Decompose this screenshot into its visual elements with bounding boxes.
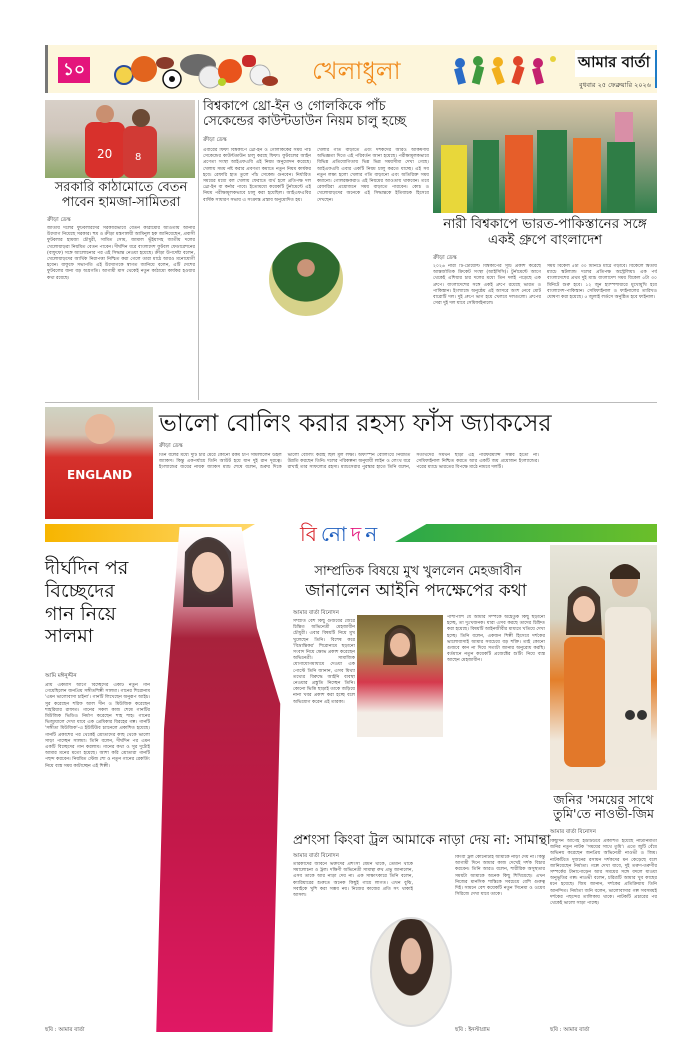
naovi-jim-byline: আমার বার্তা বিনোদন	[550, 829, 596, 835]
women-wc-body-right: সময় বিকেল ৫টা ৩০ মিনিটে মাঠে গড়াবে। বিকেলে দ্বিতীয় ম্যাচে স্কটল্যান্ড দলের প্রতিপক্ষ অস্ট্রেলিয়া। এক পর্ব বাংলাদেশের প্রথম দুই ম্যাচ বাংলাদেশ সময় বিকেল ৫টা ৩০ মিনিটে শুরু হবে। ১২ জুন হ্যাম্পশায়ারে মুখোমুখি হবে বাংলাদেশ-পাকিস্তান। সেমিফাইনাল ও ফাইনালের তারিখও ঘোষণা করা হয়েছে। ৫ জুলাই লর্ডসে অনুষ্ঠিত হবে ফাইনাল।	[547, 264, 657, 301]
entertainment-section-title	[300, 520, 381, 553]
svg-text:8: 8	[135, 152, 142, 163]
photo-england-cricketer	[45, 407, 153, 519]
photo-samanta	[370, 917, 452, 1027]
throw-in-body-right: খেলার গতি বাড়াতে এবং দর্শকদের আরও আকর্ষণীয় অভিজ্ঞতা দিতে এই পরিবর্তন আনা হয়েছে। পরীক্ষামূলকভাবে বিভিন্ন প্রতিযোগিতায় ভিন্ন ভিন্ন সময়সীমা দেখা গেছে। আইএফএবি এবার একটি নিয়ম চালু করতে যাচ্ছে। এই সব নতুন লক্ষ্য হলো খেলার গতি বাড়ানো এবং অতিরিক্ত সময় কমানো। গোলরক্ষকরাও এই নিয়মের আওতায় থাকবেন। তবে রেফারিরা প্রয়োজনে সময় বাড়াতে পারবেন। কোচ ও খেলোয়াড়দের অনেকে এই সিদ্ধান্তকে ইতিবাচক হিসেবে দেখছেন।	[317, 148, 429, 203]
column-divider	[198, 100, 199, 400]
title-letter: নো	[320, 522, 351, 546]
samanta-body-right: কিংবা ট্রল কোনোটাই আমাকে নাড়া দেয় না। কিন্তু আগামী দিনে আমার কাজ দেখেই দর্শক বিচার করবেন। তিনি আরও বলেন, শারীরিক অসুস্থতার সময়টা আমাকে অনেক কিছু শিখিয়েছে। এখন নিজের মানসিক শান্তিকে সবচেয়ে বেশি গুরুত্ব দিই। সামনে বেশ কয়েকটি নতুন সিনেমা ও ওয়েব সিরিজে দেখা যাবে তাকে।	[455, 855, 545, 898]
photo-salma	[133, 527, 288, 1032]
hamza-body: জাতীয় দলের ফুটবলারদের সরকারিভাবে বেতন কাঠামোর আওতায় আনার উদ্যোগ নিয়েছে সরকার। হুম ও ক্রীড়া মন্ত্রণালয়ী আমিনুল হক জানিয়েছেন, প্রবাসী ফুটবলার হামজা চৌধুরী, সামিত সোম, জামাল ভূঁইয়াসহ জাতীয় দলের খেলোয়াড়রা নিয়মিত বেতন পাবেন। দীর্ঘদিন ধরে বাংলাদেশ ফুটবল ফেডারেশনের (বাফুফে) সঙ্গে আলোচনার পর এই সিদ্ধান্ত নেওয়া হয়েছে। ক্রীড়া উপদেষ্টা বলেন, খেলোয়াড়দের আর্থিক নিরাপত্তা নিশ্চিত করা গেলে তারা মাঠে আরও মনোযোগী হবেন। বাফুফে সভাপতি এই উদ্যোগকে স্বাগত জানিয়ে বলেন, এটি দেশের ফুটবলের জন্য বড় অগ্রগতি। আগামী মাস থেকেই নতুন কাঠামো কার্যকর হওয়ার কথা রয়েছে।	[47, 226, 195, 281]
naovi-jim-photo-credit: ছবি : আমার বার্তা	[550, 1027, 590, 1033]
women-wc-body-left: ২০২৬ নারী টি-টোয়েন্টি বিশ্বকাপের সূচি প্রকাশ করেছে আন্তর্জাতিক ক্রিকেট সংস্থা (আইসিসি)। টুর্নামেন্টে আগে থেকেই এশিয়ার চার দলের মধ্যে তিন দলই পড়েছে এক গ্রুপে। বাংলাদেশের সঙ্গে একই গ্রুপে রয়েছে ভারত ও পাকিস্তান। ইংল্যান্ডে অনুষ্ঠেয় এই আসরে অংশ নেবে মোট বারোটি দল। দুই গ্রুপে ভাগ হয়ে খেলবে দলগুলো। গ্রুপের সেরা দুই দল যাবে সেমিফাইনালে।	[433, 264, 541, 307]
publication-date: বুধবার ২৫ ফেব্রুয়ারি ২০২৬	[579, 81, 651, 89]
salma-headline: দীর্ঘদিন পর বিচ্ছেদের গান নিয়ে সালমা	[45, 557, 129, 648]
mehzabin-headline-line1: সাম্প্রতিক বিষয়ে মুখ খুললেন মেহজাবীন	[314, 564, 522, 579]
section-divider	[45, 402, 657, 403]
salma-body: প্রায় একমাস আগে বিচ্ছেদের একটি নতুন গান গেয়েছিলেন জনপ্রিয় সঙ্গীতশিল্পী সালমা। গানের শিরোনাম 'এমন ভালোবাসা চাইনা'। গানটি লিখেছেন অনুরূপ আইচ। সুর করেছেন শরিফ আল দীন ও মিউজিক করেছেন শাহরিয়ার রাফাত। গানের সকল কাজ শেষে গানটির মিউজিক ভিডিও নির্মাণ করেছেন শাহ শাহ। গানের ভিজ্যুয়ালে দেখা যাবে এক প্রেমিকার বিরহের গল্প। গানটি 'সঙ্গীতা মিউজিক'-এ ইউটিউব চ্যানেলে প্রকাশিত হয়েছে। গানটি প্রকাশের পর থেকেই শ্রোতাদের কাছ থেকে ভালো সাড়া পাচ্ছেন সালমা। তিনি বলেন, দীর্ঘদিন পর এমন একটি বিচ্ছেদের গান করলাম। গানের কথা ও সুর দুটোই আমার মনের মতো হয়েছে। আশা করি শ্রোতারা গানটি পছন্দ করবেন। নিয়মিত স্টেজ শো ও নতুন গানের রেকর্ডিং নিয়ে ব্যস্ত সময় কাটাচ্ছেন এই শিল্পী।	[45, 683, 150, 769]
throw-in-headline: বিশ্বকাপে থ্রো-ইন ও গোলকিকে পাঁচ সেকেন্ডের কাউন্টডাউন নিয়ম চালু হচ্ছে	[203, 99, 407, 129]
sports-balls-illustration	[110, 49, 280, 89]
jacks-headline: ভালো বোলিং করার রহস্য ফাঁস জ্যাকসের	[159, 409, 552, 437]
svg-text:ENGLAND: ENGLAND	[67, 468, 133, 482]
mehzabin-byline: আমার বার্তা বিনোদন	[293, 610, 339, 616]
throw-in-body-left: এবারের ফিফা বিশ্বকাপে থ্রো-ইন ও গোলকিকের সময় পাঁচ সেকেন্ডের কাউন্টডাউন চালু করছে ফিফা। ফুটবলের আইন প্রণেতা সংস্থা আইএফএবি এই নিয়ম অনুমোদন করেছে। খেলায় সময় নষ্ট করার প্রবণতা কমাতে নতুন নিয়ম কার্যকর হবে। রেফারি হাত তুলে পাঁচ সেকেন্ড গুনবেন। নির্ধারিত সময়ের মধ্যে বল খেলায় ফেরাতে ব্যর্থ হলে প্রতিপক্ষ দল থ্রো-ইন বা কর্নার পাবে। ইতোমধ্যে কয়েকটি টুর্নামেন্টে এই নিয়ম পরীক্ষামূলকভাবে চালু করা হয়েছিল। আইএফএবির বার্ষিক সাধারণ সভায় এ সংক্রান্ত প্রস্তাব অনুমোদিত হয়।	[203, 148, 311, 203]
mehzabin-body-left: সম্প্রতি বেশ কিছু গুজবের জেরে চিন্তিত অভিনেত্রী মেহজাবীন চৌধুরী। এবার বিষয়টি নিয়ে মুখ খুলেছেন তিনি। বিশেষ করে 'বিভ্রান্তিকর' শিরোনামে ছড়ানো সংবাদ নিয়ে ক্ষোভ প্রকাশ করেছেন অভিনেত্রী। সামাজিক যোগাযোগমাধ্যমে দেওয়া এক পোস্টে তিনি জানান, এসব মিথ্যা তথ্যের বিরুদ্ধে আইনি ব্যবস্থা নেওয়ার প্রস্তুতি নিচ্ছেন তিনি। কোনো ভিত্তি ছাড়াই তাকে জড়িয়ে নানা খবর প্রকাশ করা হচ্ছে বলে অভিযোগ করেন এই তারকা।	[293, 619, 355, 705]
throw-in-byline: ক্রীড়া ডেস্ক	[203, 137, 227, 143]
salma-byline: আমি মঈনুদ্দীন	[45, 673, 77, 679]
naovi-jim-headline: জনির 'সময়ের সাথে তুমি'তে নাওভী-জিম	[553, 792, 654, 822]
naovi-jim-body: কিছুদিন আগেই ইউটিউবে প্রকাশিত হয়েছে নাট্যনির্মাতা জনির নতুন নাটক 'সময়ের সাথে তুমি'। এতে জুটি বেঁধে অভিনয় করেছেন জনপ্রিয় অভিনেত্রী নাওভী ও জিম। নাটকটিতে দুজনের রসায়ন দর্শকদের মন কেড়েছে বলে জানিয়েছেন নির্মাতা। গল্পে দেখা যাবে, দুই তরুণ-তরুণীর সম্পর্কের টানাপোড়েন আর সময়ের সঙ্গে বদলে যাওয়া অনুভূতির গল্প। নাওভী বলেন, চরিত্রটি আমার খুব কাছের মনে হয়েছে। জিম জানান, দর্শকের প্রতিক্রিয়ায় তিনি আনন্দিত। নির্মাতা জনি বলেন, ভালোবাসার গল্প সবসময়ই দর্শকের পছন্দের তালিকায় থাকে। নাটকটি প্রচারের পর থেকেই ভালো সাড়া পাচ্ছে।	[550, 839, 657, 907]
samanta-byline: আমার বার্তা বিনোদন	[293, 853, 339, 859]
masthead	[45, 45, 657, 93]
samanta-headline: প্রশংসা কিংবা ট্রল আমাকে নাড়া দেয় না: সামান্থা	[293, 832, 551, 848]
runners-illustration	[448, 49, 563, 89]
newspaper-logo: আমার বার্তা	[575, 50, 655, 77]
title-letter: বি	[300, 522, 321, 546]
hamza-headline: সরকারি কাঠামোতে বেতন পাবেন হামজা-সামিতরা	[54, 180, 188, 210]
women-wc-headline: নারী বিশ্বকাপে ভারত-পাকিস্তানের সঙ্গে একই গ্রুপে বাংলাদেশ	[443, 216, 647, 248]
title-letter: দ	[350, 522, 366, 546]
photo-bangladesh-women-cricket	[433, 100, 657, 213]
hamza-byline: ক্রীড়া ডেস্ক	[47, 217, 71, 223]
page-number: ১০	[58, 57, 90, 83]
jacks-body: তিন বলের মধ্যে দুটি চার মেরে কোনো রকম চাপ সামলালেন উইল জ্যাকস। কিন্তু একপর্যায়ে তিনি আউট হয়ে যান দুই রান দূরত্বে। ইংল্যান্ডের জয়ের নায়ক জ্যাকস ম্যাচ শেষে বলেন, শুরুর দিকে ভালো বোলিং করাই ছিল মূল লক্ষ্য। অফস্পিন বোলিংয়ে নিয়মিত উন্নতি করছেন তিনি। দলের পরিকল্পনা অনুযায়ী লাইন ও লেংথ ধরে রাখাই তার সাফল্যের রহস্য। ম্যাচসেরার পুরস্কার হাতে তিনি বলেন, সতীর্থদের সমর্থন ছাড়া এই পারফরম্যান্স সম্ভব হতো না। সেমিফাইনাল নিশ্চিত করতে আর একটি জয় প্রয়োজন ইংল্যান্ডের। পরের ম্যাচে ভারতের বিপক্ষে মাঠে নামবে দলটি।	[159, 453, 539, 471]
women-wc-byline: ক্রীড়া ডেস্ক	[433, 255, 457, 261]
entertainment-banner	[45, 520, 657, 544]
photo-naovi-jim	[550, 545, 657, 790]
title-letter: ন	[365, 522, 382, 546]
newspaper-brand	[575, 50, 657, 88]
samanta-photo-credit: ছবি : ইনস্টাগ্রাম	[455, 1027, 490, 1033]
mehzabin-body-right: পাশাপাশি যে আমার সম্পর্কে অহেতুক কিছু ছড়ানো হচ্ছে, তা দুঃখজনক। যারা এসব করছে তাদের চিহ্নিত করা হয়েছে। বিষয়টি আইনজীবীর মাধ্যমে খতিয়ে দেখা হচ্ছে। তিনি বলেন, একজন শিল্পী হিসেবে দর্শকের ভালোবাসাই আমার সবচেয়ে বড় শক্তি। তাই কোনো গুজবে কান না দিয়ে সত্যটা জানার অনুরোধ করছি। বর্তমানে নতুন কয়েকটি প্রজেক্টের শুটিং নিয়ে ব্যস্ত আছেন মেহজাবীন।	[447, 615, 545, 664]
salma-photo-credit: ছবি : আমার বার্তা	[45, 1027, 85, 1033]
banner-stripe-green	[395, 524, 657, 542]
newspaper-page	[45, 45, 657, 1035]
svg-text:20: 20	[97, 147, 113, 161]
samanta-body-left: তারকাদের জীবনে ভক্তদের প্রশংসা যেমন থাকে, তেমনি থাকে সমালোচনা ও ট্রল। দক্ষিণী অভিনেত্রী সামান্থা রুথ প্রভু জানালেন, এসব তাকে আর নাড়া দেয় না। এক সাক্ষাৎকারে তিনি বলেন, ক্যারিয়ারের শুরুতে অনেক কিছুই গায়ে লাগত। এখন বুঝি, সবাইকে খুশি করা সম্ভব নয়। নিজের কাজের প্রতি সৎ থাকাই আসল।	[293, 862, 413, 899]
section-title: খেলাধুলা	[312, 57, 401, 85]
photo-footballers	[45, 100, 195, 178]
mehzabin-headline-line2: জানালেন আইনি পদক্ষেপের কথা	[305, 581, 527, 601]
jacks-byline: ক্রীড়া ডেস্ক	[159, 443, 183, 449]
photo-goalkeeper	[267, 240, 345, 318]
photo-mehzabin	[357, 615, 443, 737]
